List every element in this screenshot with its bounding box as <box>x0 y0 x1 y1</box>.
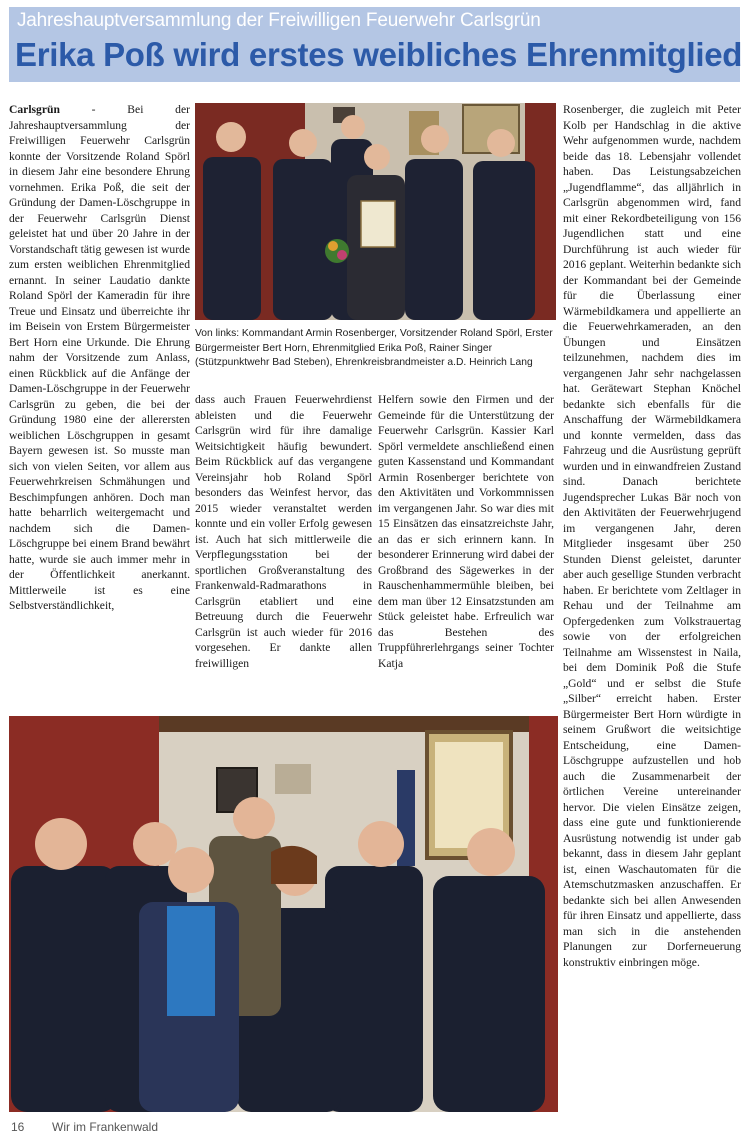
article-column-1 <box>9 102 190 706</box>
article-headline: Erika Poß wird erstes weibliches Ehrenmitglied <box>15 36 743 73</box>
column-1-text: - Bei der Jahreshauptversammlung der Freiwilligen Feuerwehr Carlsgrün konnte der Vorsitzende Roland Spörl in diesem Jahr eine besondere Ehrung vornehmen. Erika Poß, die seit der Gründung der Damen-Löschgruppe in der Feuerwehr Carlsgrün Dienst geleistet hat und über 20 Jahre in der Vorstandschaft tätig gewesen ist wurde zum ersten weiblichen Ehrenmitglied ernannt. In seiner Laudatio dankte Roland Spörl der Kameradin für ihre Treue und Einsatz und überreichte ihr im Beisein von Erstem Bürgermeister Bert Horn eine Urkunde. Die Ehrung nahm der Vorsitzende zum Anlass, einen Rückblick auf die Anfänge der Damen-Löschgruppe in der Feuerwehr Carlsgrün zu geben, die bei der Gründung 1980 eine der allerersten weiblichen Löschgruppen in gesamt Bayern gewesen ist. So musste man sich von vielen Seiten, vor allem aus Feuerwehrkreisen Schmähungen und Beschimpfungen anhören. Doch man hatte beharrlich weitergemacht und nachdem sich die Damen-Löschgruppe bei einem Brand bewährt hatte, wurde sie auch immer mehr in der Öffentlichkeit anerkannt. Mittlerweile ist es eine Selbstverständlichkeit, <box>9 103 190 612</box>
article-column-4 <box>563 102 741 1092</box>
dateline: Carlsgrün <box>9 103 60 116</box>
article-kicker: Jahreshauptversammlung der Freiwilligen Feuerwehr Carlsgrün <box>17 10 541 31</box>
column-4-text: Rosenberger, die zugleich mit Peter Kolb per Handschlag in die aktive Wehr aufgenommen wurde, nachdem beide das 18. Lebensjahr vollendet haben. Das Leistungsabzeichen „Jugendflamme“, das alljährlich in Carlsgrün abgenommen wird, fand mit einer Rekordbeteiligung von 156 Jugendlichen statt und eine Durchführung ist auch wieder für 2016 geplant. Weiterhin bedankte sich der Kommandant bei der Gemeinde für die Überlassung einer Wärmebildkamera und appellierte an die Feuerwehrkameraden, an den Übungen und Einsätzen teilzunehmen, nachdem dies im vergangenen Jahr sehr nachgelassen hat. Gerätewart Stephan Knöchel bedankte sich ebenfalls für die Anschaffung der Wärmebildkamera und konnte vermelden, dass das Fahrzeug und die Ausrüstung geprüft wurden und in einwandfreien Zustand sind. Danach berichtete Jugendsprecher Lukas Bär noch von den Aktivitäten der Feuerwehrjugend im vergangenen Jahr, deren Mitglieder insgesamt über 250 Stunden Dienst geleistet, darunter aber auch gesellige Stunden verbracht haben. Er berichtete vom Zeltlager in Rehau und der Teilnahme am Opfergedenken zum Volkstrauertag sowie von der erfolgreichen Teilnahme am Wissenstest in Naila, bei dem Dominik Poß die Stufe „Gold“ und er selbst die Stufe „Silber“ erreicht haben. Erster Bürgermeister Bert Horn würdigte in seinem Grußwort die weitsichtige Entscheidung, eine Damen-Löschgruppe aufzustellen und hob auch die Zusammenarbeit der örtlichen Vereine untereinander hervor. Die vielen Einsätze zeigen, dass eine gute und funktionierende Ausrüstung notwendig ist under gab bekannt, dass in diesem Jahr geplant ist, einen Waschautomaten für die Atemschutzmasken anzuschaffen. Er bedankte sich bei allen Anwesenden für ihren Einsatz und appellierte, dass man sich in die anstehenden Planungen zur Dorferneuerung konstruktiv einbringen möge. <box>563 103 741 969</box>
article-column-2 <box>195 392 372 707</box>
group-photo-illustration <box>9 716 558 1112</box>
column-2-text: dass auch Frauen Feuerwehrdienst ableisten und die Feuerwehr Carlsgrün wird für ihre damalige Weitsichtigkeit häufig bewundert. Beim Rückblick auf das vergangene Vereinsjahr hob Roland Spörl besonders das Weinfest hervor, das 2015 wieder veranstaltet werden konnte und ein voller Erfolg gewesen ist. Auch hat sich mittlerweile die Verpflegungsstation bei der sportlichen Großveranstaltung des Frankenwald-Radmarathons in Carlsgrün etabliert und eine Betreuung durch die Feuerwehr Carlsgrün ist auch wieder für 2016 vorgesehen. Er dankte allen freiwilligen <box>195 393 372 670</box>
magazine-name: Wir im Frankenwald <box>52 1120 159 1134</box>
article-header <box>9 7 743 82</box>
award-ceremony-photo-illustration <box>195 103 556 320</box>
article-column-3 <box>378 392 554 707</box>
group-photo <box>9 716 558 1112</box>
page-number: 16 <box>11 1120 25 1134</box>
column-3-text: Helfern sowie den Firmen und der Gemeinde für die Unterstützung der Feuerwehr Carlsgrün. Kassier Karl Spörl vermeldete anschließend einen guten Kassenstand und Kommandant Armin Rosenberger berichtete von den Aktivitäten und Vorkommnissen im vergangenen Jahr. So war dies mit 15 Einsätzen das einsatzreichste Jahr, an das er sich erinnern kann. In besonderer Erinnerung wird dabei der Großbrand des Sägewerkes in der Rauschenhammermühle bleiben, bei dem man über 12 Einsatzstunden am Stück geleistet habe. Erfreulich war das Bestehen des Truppführerlehrgangs seiner Tochter Katja <box>378 393 554 670</box>
award-ceremony-photo <box>195 103 556 320</box>
photo-caption: Von links: Kommandant Armin Rosenberger, Vorsitzender Roland Spörl, Erster Bürgermeister Bert Horn, Ehrenmitglied Erika Poß, Rainer Singer (Stützpunktwehr Bad Steben), Ehrenkreisbrandmeister a.D. Heinrich Lang <box>195 328 553 368</box>
